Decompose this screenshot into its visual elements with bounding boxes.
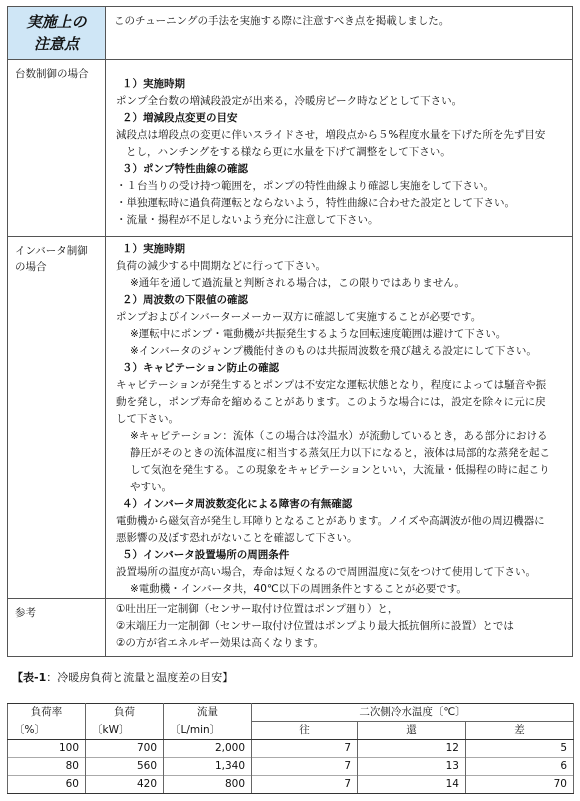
- cell-load: 560: [86, 758, 164, 776]
- item-heading: ３）ポンプ特性曲線の確認: [122, 163, 248, 175]
- cell-flow: 2,000: [164, 740, 252, 758]
- reference-line: ②末端圧力一定制御（センサー取付け位置はポンプより最大抵抗個所に設置）とでは: [116, 620, 514, 632]
- note-text: 静圧がそのときの流体温度に相当する蒸気圧力以下になると，液体は局部的な蒸発を起こ: [130, 447, 550, 459]
- item-heading: ４）インバータ周波数変化による障害の有無確認: [122, 498, 353, 510]
- cell-return: 12: [358, 740, 466, 758]
- col-header-flow: 流量: [164, 704, 252, 722]
- header-row: [8, 7, 573, 60]
- note-text: ※キャビテーション：流体（この場合は冷温水）が流動しているとき，ある部分における: [130, 430, 548, 442]
- item-text: 減段点は増段点の変更に伴いスライドさせ，増段点から５%程度水量を下げた所を先ず目安: [116, 129, 546, 141]
- table-header-row-2: [8, 722, 574, 740]
- cell-diff: 6: [466, 758, 574, 776]
- item-text: 負荷の減少する中間期などに行って下さい。: [116, 260, 326, 272]
- table-row: [8, 758, 574, 776]
- cell-diff: 70: [466, 776, 574, 794]
- item-text: とし，ハンチングをする様なら更に水量を下げて調整をして下さい。: [126, 146, 451, 158]
- item-text: ポンプおよびインバーターメーカー双方に確認して実施することが必要です。: [116, 311, 482, 323]
- header-text: このチューニングの手法を実施する際に注意すべき点を掲載しました。: [106, 7, 573, 60]
- header-label-line2: 注意点: [33, 35, 79, 53]
- section-reference-body: [106, 599, 573, 657]
- notes-table: [7, 6, 573, 657]
- col-header-go: 往: [252, 722, 358, 740]
- table-row: [8, 740, 574, 758]
- header-label-line1: 実施上の: [26, 13, 87, 31]
- section-unit-control-label: 台数制御の場合: [8, 60, 106, 237]
- bullet-item: ・１台当りの受け持つ範囲を，ポンプの特性曲線より確認し実施をして下さい。: [116, 180, 494, 192]
- item-text: 悪影響の及ぼす恐れがないことを確認して下さい。: [116, 532, 358, 544]
- cell-rate: 60: [8, 776, 86, 794]
- cell-load: 420: [86, 776, 164, 794]
- reference-line: ②の方が省エネルギー効果は高くなります。: [116, 637, 325, 649]
- bullet-item: ・流量・揚程が不足しないよう充分に注意して下さい。: [116, 214, 379, 226]
- cell-flow: 1,340: [164, 758, 252, 776]
- note-text: ※電動機・インバータ共，40℃以下の周囲条件とすることが必要です。: [130, 583, 467, 595]
- cell-load: 700: [86, 740, 164, 758]
- item-heading: ２）周波数の下限値の確認: [122, 294, 248, 306]
- cell-rate: 100: [8, 740, 86, 758]
- cell-flow: 800: [164, 776, 252, 794]
- item-heading: ２）増減段点変更の目安: [122, 112, 238, 124]
- item-text: 動を発し，ポンプ寿命を縮めることがあります。このような場合には，設定を除々に元に戻: [116, 396, 546, 408]
- section-unit-control: [8, 60, 573, 237]
- table-caption-prefix: 【表-1: [12, 671, 47, 684]
- load-flow-temp-table: [7, 703, 574, 794]
- item-heading: １）実施時期: [122, 243, 185, 255]
- item-text: ポンプ全台数の増減段設定が出来る，冷暖房ピーク時などとして下さい。: [116, 95, 463, 107]
- note-text: ※通年を通して過流量と判断される場合は，この限りではありません。: [130, 277, 465, 289]
- table-row: [8, 776, 574, 794]
- section-unit-control-body: [106, 60, 573, 237]
- item-heading: ５）インバータ設置場所の周囲条件: [122, 549, 290, 561]
- item-text: 設置場所の温度が高い場合，寿命は短くなるので周囲温度に気をつけて使用して下さい。: [116, 566, 536, 578]
- section-inverter-label-line1: インバータ制御: [15, 245, 88, 257]
- item-heading: ３）キャビテーション防止の確認: [122, 362, 280, 374]
- col-header-load: 負荷: [86, 704, 164, 722]
- cell-return: 13: [358, 758, 466, 776]
- col-unit-flow: 〔L/min〕: [164, 722, 252, 740]
- table-caption: [12, 671, 233, 685]
- header-label-cell: [8, 7, 106, 60]
- col-header-temp: 二次側冷水温度〔℃〕: [252, 704, 574, 722]
- item-text: して下さい。: [116, 413, 179, 425]
- col-header-return: 還: [358, 722, 466, 740]
- item-text: キャビテーションが発生するとポンプは不安定な運転状態となり，程度によっては騒音や振: [116, 379, 547, 391]
- table-header-row: [8, 704, 574, 722]
- section-inverter-control-body: [106, 237, 573, 599]
- cell-diff: 5: [466, 740, 574, 758]
- col-unit-load-rate: 〔%〕: [8, 722, 86, 740]
- section-inverter-label-line2: の場合: [15, 261, 47, 273]
- section-reference-label: 参考: [8, 599, 106, 657]
- section-reference: [8, 599, 573, 657]
- section-inverter-control: [8, 237, 573, 599]
- section-inverter-control-label: [8, 237, 106, 599]
- note-text: ※インバータのジャンプ機能付きのものは共振周波数を飛び越える設定にして下さい。: [130, 345, 537, 357]
- item-heading: １）実施時期: [122, 78, 185, 90]
- cell-go: 7: [252, 758, 358, 776]
- col-unit-load: 〔kW〕: [86, 722, 164, 740]
- item-text: 電動機から磁気音が発生し耳障りとなることがあります。ノイズや高調波が他の周辺機器に: [116, 515, 545, 527]
- reference-line: ①吐出圧一定制御（センサー取付け位置はポンプ廻り）と，: [116, 603, 399, 615]
- note-text: ※運転中にポンプ・電動機が共振発生するような回転速度範囲は避けて下さい。: [130, 328, 507, 340]
- cell-return: 14: [358, 776, 466, 794]
- cell-rate: 80: [8, 758, 86, 776]
- note-text: やすい。: [130, 481, 172, 493]
- table-caption-text: ：冷暖房負荷と流量と温度差の目安】: [46, 671, 234, 684]
- note-text: して気泡を発生する。この現象をキャビテーションといい，大流量・低揚程の時に起こり: [130, 464, 550, 476]
- cell-go: 7: [252, 740, 358, 758]
- bullet-item: ・単独運転時に過負荷運転とならないよう，特性曲線に合わせた設定として下さい。: [116, 197, 515, 209]
- cell-go: 7: [252, 776, 358, 794]
- col-header-load-rate: 負荷率: [8, 704, 86, 722]
- col-header-diff: 差: [466, 722, 574, 740]
